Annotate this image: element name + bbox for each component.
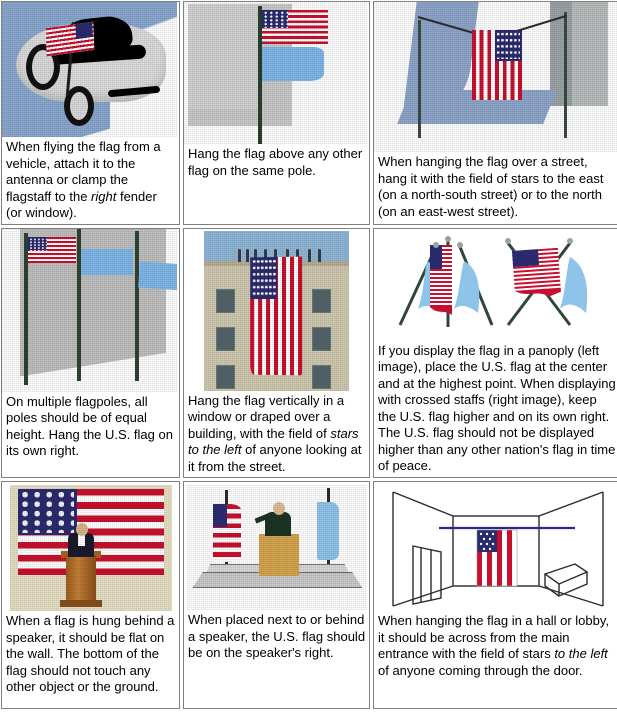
us-flag-icon (250, 256, 302, 375)
etiquette-cell-hall-lobby (373, 481, 617, 709)
etiquette-cell-panoply-crossed (373, 228, 617, 479)
window (312, 289, 331, 313)
etiquette-cell-same-pole (183, 1, 370, 225)
etiquette-cell-multiple-poles (1, 228, 180, 479)
etiquette-row-3 (1, 481, 617, 709)
person-on-roof (246, 249, 249, 262)
caption-text: Hang the flag above any other flag on the same pole. (188, 146, 363, 178)
other-flag-icon-1 (81, 249, 133, 275)
podium-base (60, 600, 102, 607)
caption-next-to-speaker (184, 610, 369, 664)
other-flag-icon-2 (138, 261, 177, 290)
caption-multiple-poles (2, 392, 179, 462)
us-flag-icon (28, 237, 76, 263)
multiple-flagpoles-illustration (2, 229, 177, 392)
speaker-head (76, 523, 88, 536)
flag-draped-over-building-illustration (204, 231, 349, 391)
post-left (418, 20, 421, 138)
us-flag-icon (213, 504, 241, 562)
etiquette-cell-next-to-speaker (183, 481, 370, 709)
caption-text-1: Hang the flag vertically in a window or draped over a building, with the field of (188, 392, 345, 441)
etiquette-cell-vehicle (1, 1, 180, 225)
caption-emphasis-to-the-left: to the left (554, 646, 608, 661)
flags-beside-speaker-on-stage-illustration (187, 484, 367, 610)
caption-panoply-crossed (374, 341, 617, 477)
person-on-roof (308, 249, 311, 262)
flag-flat-on-wall-behind-speaker-illustration (10, 485, 172, 611)
caption-over-street (374, 152, 617, 222)
etiquette-row-2 (1, 228, 617, 479)
two-flags-one-pole-illustration (184, 2, 367, 144)
us-flag-icon (262, 10, 328, 44)
other-flag-icon (317, 502, 339, 560)
window (216, 289, 235, 313)
caption-text-2: of anyone coming through the door. (378, 662, 583, 678)
panoply-svg (374, 229, 617, 341)
caption-text: On multiple flagpoles, all poles should be of equal height. Hang the U.S. flag on its own right. (6, 393, 173, 458)
caption-text: When hanging the flag over a street, hang it with the field of stars to the east (on a north-south street) or to the north (on an east-west street). (378, 154, 604, 219)
caption-text-1: When flying the flag from a vehicle, attach it to the antenna or clamp the flagstaff to the (6, 139, 161, 204)
other-flag-icon (262, 47, 324, 81)
person-on-roof (318, 249, 321, 262)
caption-emphasis-stars-left: stars to the left (188, 425, 359, 457)
panoply-and-crossed-staffs-illustration (374, 229, 617, 341)
caption-behind-speaker (2, 611, 179, 698)
caption-text: When placed next to or behind a speaker, the U.S. flag should be on the speaker's right. (188, 612, 366, 660)
flag-over-street-illustration (374, 2, 617, 152)
caption-emphasis-right: right (91, 188, 117, 204)
caption-text-1: When hanging the flag in a hall or lobby, it should be across from the main entrance with the field of stars (378, 613, 610, 661)
etiquette-row-1 (1, 1, 617, 225)
speaker-shirt (78, 535, 85, 546)
caption-vehicle (2, 137, 179, 224)
caption-text-2: fender (or window). (6, 188, 157, 220)
window (312, 365, 331, 389)
caption-hall-lobby (374, 611, 617, 681)
window (312, 327, 331, 351)
caption-text-2: of anyone looking at it from the street. (188, 442, 362, 474)
lectern (259, 534, 299, 576)
caption-same-pole (184, 144, 369, 181)
window (216, 327, 235, 351)
us-flag-icon (472, 30, 522, 100)
window (216, 365, 235, 389)
flag-on-vehicle-illustration (2, 2, 177, 137)
caption-text: If you display the flag in a panoply (left image), place the U.S. flag at the center and at the highest point. When displaying with crossed staffs (right image), keep the U.S. flag higher and on its own right. The U.S. flag should not be displayed higher than any other nation's flag in time of peace. (378, 342, 616, 473)
etiquette-cell-vertical-building (183, 228, 370, 479)
person-on-roof (238, 249, 241, 262)
flag-in-hall-or-lobby-illustration (379, 486, 617, 611)
post-right (564, 12, 567, 138)
building-wall-light (188, 4, 262, 109)
caption-vertical-building (184, 391, 369, 478)
flagpole-3 (135, 231, 139, 381)
etiquette-cell-over-street (373, 1, 617, 225)
etiquette-cell-behind-speaker (1, 481, 180, 709)
caption-text: When a flag is hung behind a speaker, it should be flat on the wall. The bottom of the flag should not touch any other object or the ground. (6, 613, 175, 694)
speaker-head (273, 502, 285, 515)
hallway-svg (379, 486, 617, 611)
podium (66, 555, 96, 605)
